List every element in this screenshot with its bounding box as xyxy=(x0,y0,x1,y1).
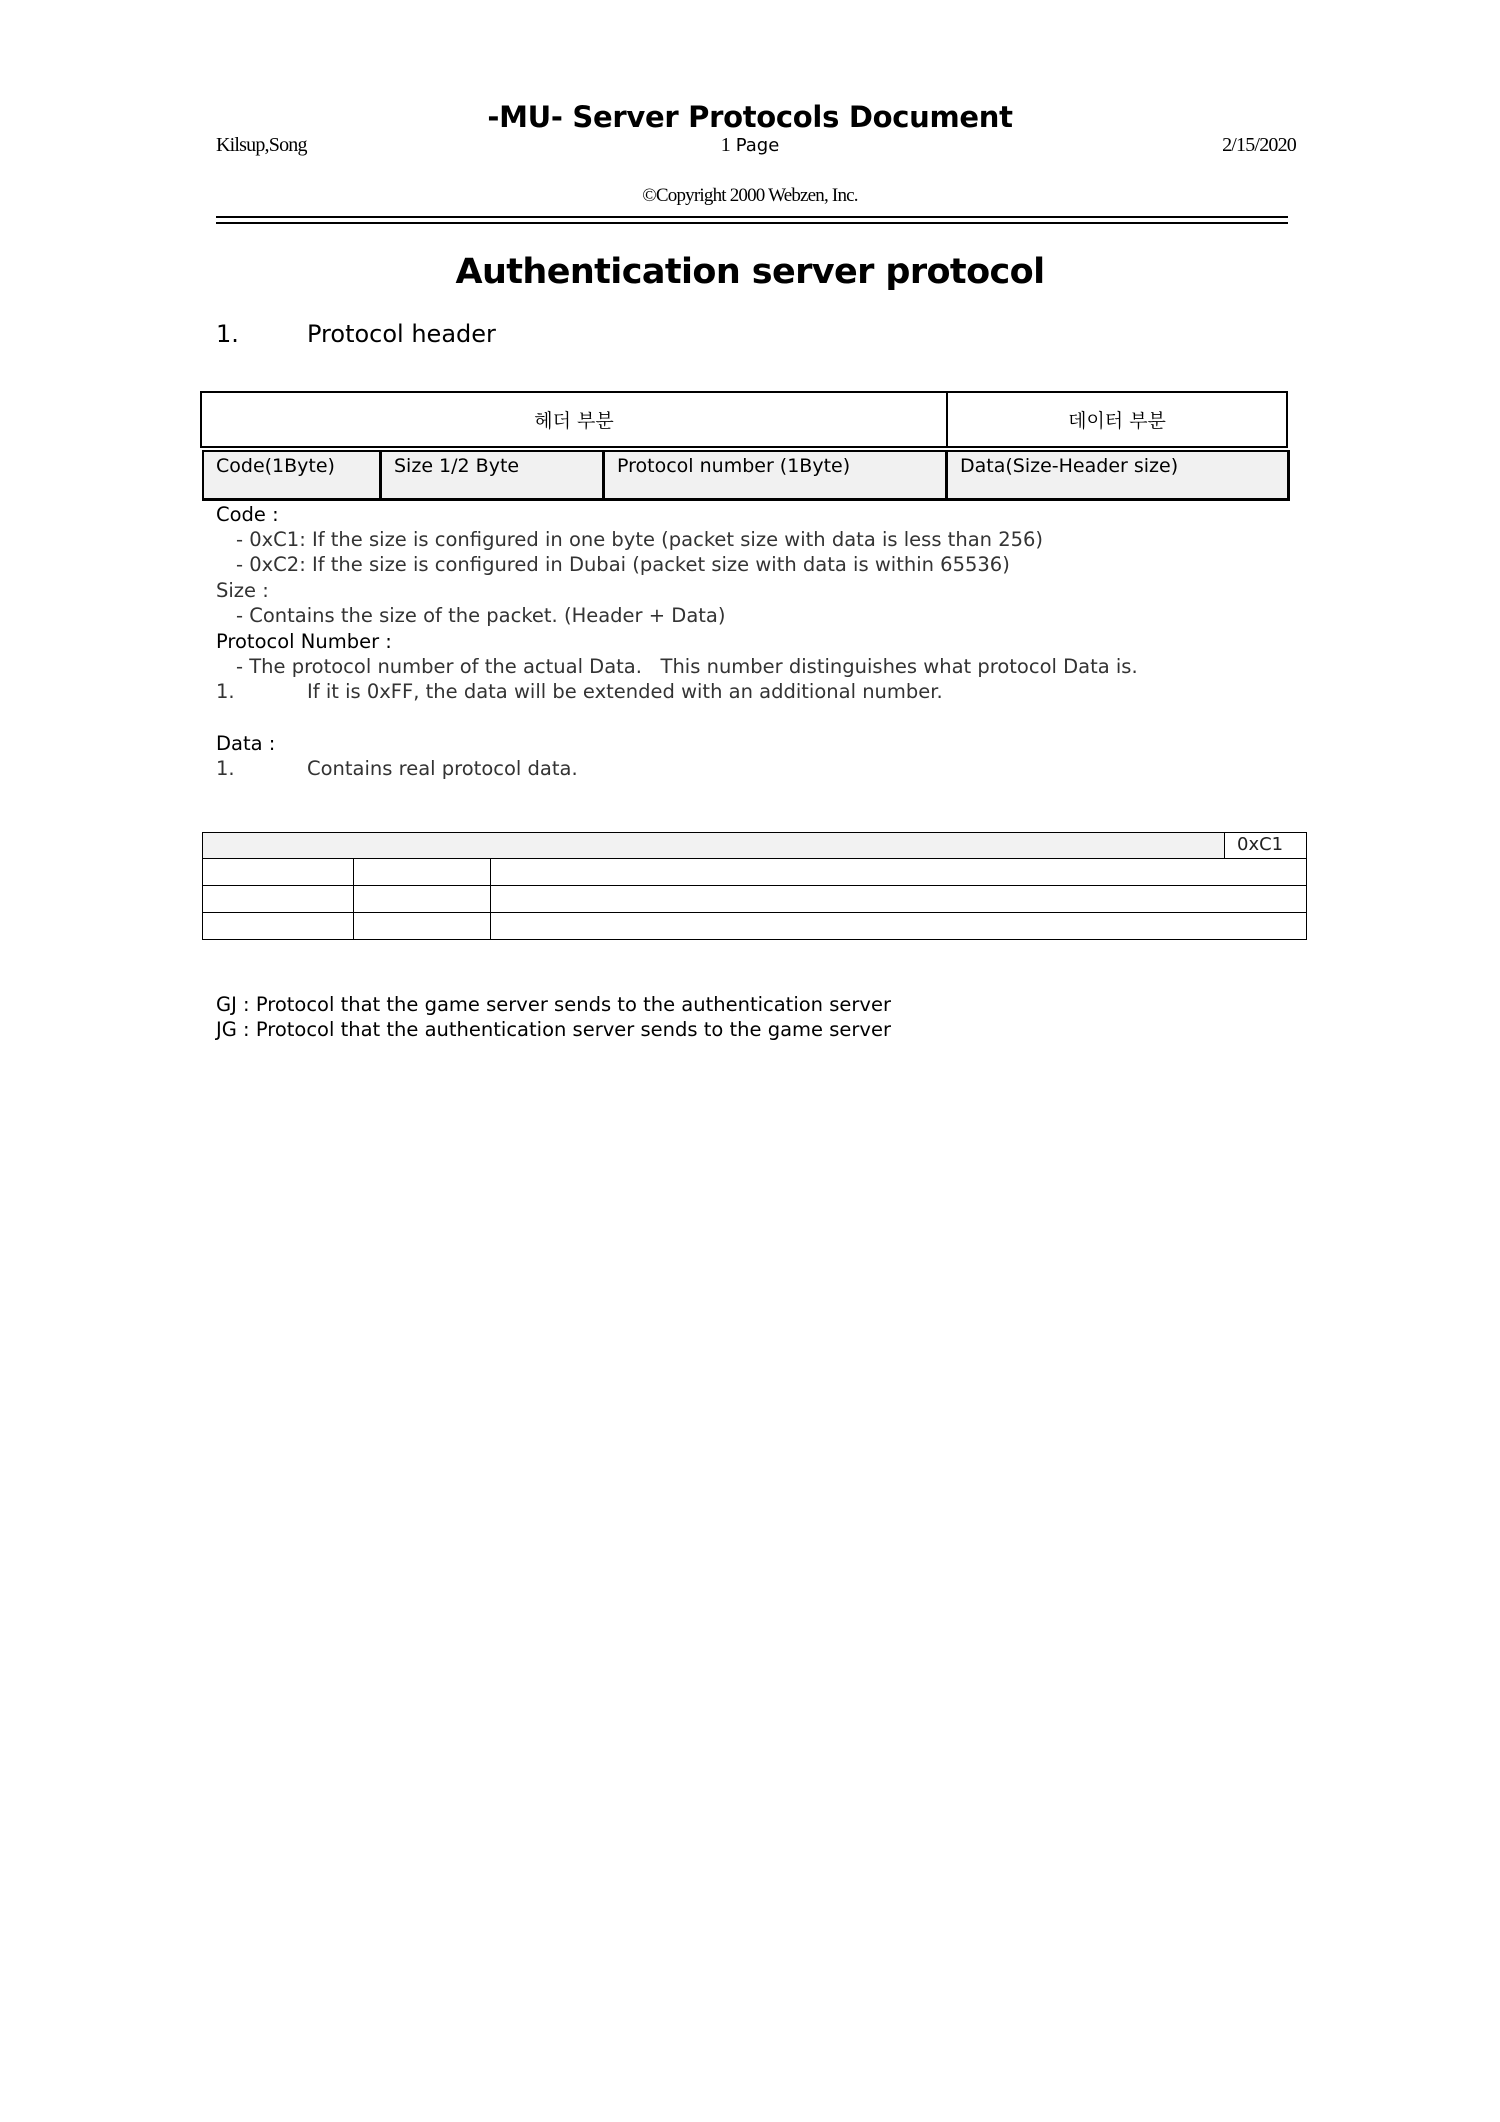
c1-table-row xyxy=(203,885,1306,886)
code-label: Code : xyxy=(216,503,279,526)
author: Kilsup,Song xyxy=(216,134,307,156)
document-title: -MU- Server Protocols Document xyxy=(487,100,1013,134)
data-part-label: 데이터 부분 xyxy=(1068,410,1166,432)
header-part-label: 헤더 부분 xyxy=(534,410,614,432)
protocol-header-table xyxy=(200,391,1288,501)
section-title: Authentication server protocol xyxy=(455,252,1045,292)
c1-table-column-divider xyxy=(490,859,491,939)
code-cell-label: Code(1Byte) xyxy=(216,455,335,477)
size-item: - Contains the size of the packet. (Header + Data) xyxy=(236,604,726,627)
data-list-text: Contains real protocol data. xyxy=(307,757,578,780)
protocol-list-number: 1. xyxy=(216,680,235,703)
data-cell-label: Data(Size-Header size) xyxy=(960,455,1179,477)
c1-packet-table xyxy=(202,832,1307,940)
protocol-number-item: - The protocol number of the actual Data. This number distinguishes what protocol Data is. xyxy=(236,655,1138,678)
c1-table-header xyxy=(203,833,1306,858)
size-cell xyxy=(380,450,605,501)
code-cell xyxy=(202,450,382,501)
data-part-cell xyxy=(946,391,1288,448)
header-rule-top xyxy=(216,216,1288,218)
c1-table-column-divider xyxy=(353,859,354,939)
legend-gj: GJ : Protocol that the game server sends to the authentication server xyxy=(216,993,891,1016)
heading-text: Protocol header xyxy=(307,320,496,348)
code-item-c2: - 0xC2: If the size is configured in Dubai (packet size with data is within 65536) xyxy=(236,553,1010,576)
copyright: ©Copyright 2000 Webzen, Inc. xyxy=(642,185,858,206)
protocol-list-text: If it is 0xFF, the data will be extended with an additional number. xyxy=(307,680,943,703)
protocol-number-cell-label: Protocol number (1Byte) xyxy=(617,455,851,477)
c1-table-row xyxy=(203,912,1306,913)
size-cell-label: Size 1/2 Byte xyxy=(394,455,520,477)
protocol-number-label: Protocol Number : xyxy=(216,630,392,653)
code-item-c1: - 0xC1: If the size is configured in one byte (packet size with data is less than 256) xyxy=(236,528,1044,551)
header-rule-bottom xyxy=(216,222,1288,224)
c1-table-label: 0xC1 xyxy=(1224,833,1306,858)
heading-number: 1. xyxy=(216,320,239,348)
data-cell xyxy=(946,450,1290,501)
protocol-number-cell xyxy=(603,450,948,501)
page-number: 1 xyxy=(720,134,731,156)
document-date: 2/15/2020 xyxy=(1222,134,1296,156)
page-word: Page xyxy=(735,135,780,156)
legend-jg: JG : Protocol that the authentication server sends to the game server xyxy=(216,1018,891,1041)
header-part-cell xyxy=(200,391,948,448)
data-list-number: 1. xyxy=(216,757,235,780)
c1-table-row xyxy=(203,858,1306,859)
size-label: Size : xyxy=(216,579,269,602)
data-label: Data : xyxy=(216,732,276,755)
